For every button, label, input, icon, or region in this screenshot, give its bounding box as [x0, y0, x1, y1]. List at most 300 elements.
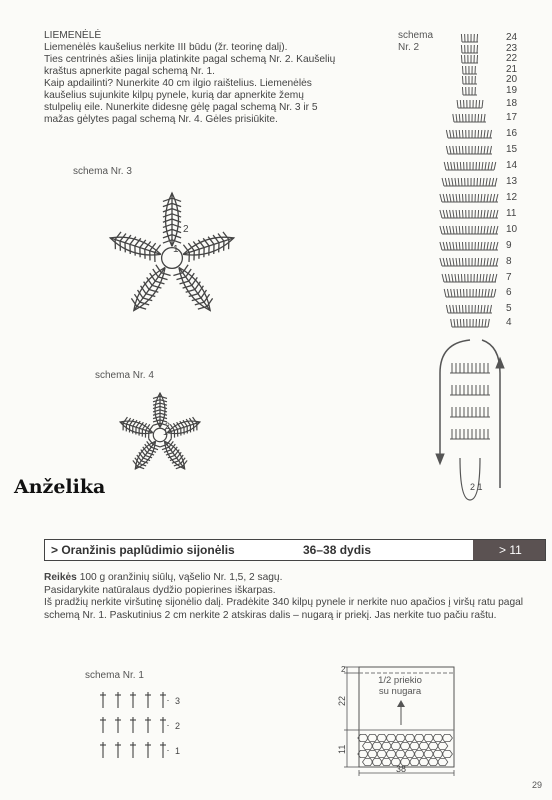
schema2-stitch [446, 258, 448, 266]
schema2-stitch [443, 242, 445, 250]
schema2-row-number: 13 [506, 176, 518, 187]
schema2-stitch [442, 274, 444, 282]
hex-cell [437, 742, 447, 749]
schema2-stitch [489, 274, 490, 282]
schema2-stitch [481, 146, 482, 154]
page-number: 29 [532, 780, 543, 790]
schema2-arrow-left [440, 340, 470, 458]
schema2-stitch [478, 242, 479, 250]
schema2-stitch [446, 210, 448, 218]
petal-stitch [172, 209, 181, 212]
schema2-stitch [484, 130, 485, 138]
schema2-stitch [461, 45, 462, 53]
petal-stitch [115, 231, 121, 241]
schema2-stitch [492, 178, 494, 186]
schema2-stitch [462, 76, 463, 84]
hex-cell [428, 742, 438, 749]
schema2-stitch [493, 258, 495, 266]
schema2-stitch [459, 210, 460, 218]
schema2-row-number: 12 [506, 192, 518, 203]
schema2-stitch [450, 210, 451, 218]
schema3-label: schema Nr. 3 [73, 166, 132, 177]
flower-petal [159, 437, 191, 473]
flower-center [162, 248, 183, 269]
schema2-stitch [487, 226, 488, 234]
schema2-stitch [480, 178, 481, 186]
schema2-stitch [457, 162, 458, 170]
hex-cell [428, 758, 438, 765]
schema1-row-1: 1 [175, 746, 181, 756]
schema2-row-number: 10 [506, 224, 518, 235]
schema2-stitch [487, 258, 488, 266]
schema4-mark: 2 [165, 421, 171, 431]
schema2-stitch [462, 226, 463, 234]
schema2-stitch [486, 178, 487, 186]
schema2-stitch [482, 162, 483, 170]
schema2-stitch [481, 226, 482, 234]
schema2-stitch [462, 242, 463, 250]
schema2-stitch [443, 258, 445, 266]
petal-stitch [213, 234, 219, 244]
schema2-stitch [496, 226, 498, 234]
schema2-stitch [461, 178, 462, 186]
petal-stitch [208, 236, 214, 246]
schema2-stitch [477, 55, 478, 63]
schema2-stitch [447, 162, 449, 170]
petal-stitch [172, 198, 181, 201]
schema4-label: schema Nr. 4 [95, 370, 154, 381]
schema2-stitch [477, 34, 478, 42]
schema2-stitch [456, 194, 457, 202]
schema2-stitch [486, 274, 487, 282]
petal-stitch [192, 424, 196, 431]
schema2-stitch [490, 210, 492, 218]
schema2-stitch [490, 226, 492, 234]
schema2-stitch [493, 226, 495, 234]
schema2-stitch [446, 146, 448, 154]
schema2-stitch [478, 258, 479, 266]
schema2-stitch [480, 274, 481, 282]
schema2-stitch [477, 178, 478, 186]
schema2-stitch [450, 130, 451, 138]
schema3-mark: 1 [173, 244, 179, 255]
liemenele-paragraph: Ties centrinės ašies linija platinkite pagal schemą Nr. 2. Kaušelių kraštus apnerkite pagal schemą Nr. 1. [44, 54, 336, 77]
schema2-stitch [453, 210, 454, 218]
petal-stitch [201, 248, 207, 258]
schema2-stitch [484, 258, 485, 266]
petal-stitch [125, 234, 131, 244]
flower-petal [107, 229, 163, 263]
schema2-stitch [459, 258, 460, 266]
schema2-stitch [484, 114, 485, 122]
dim-width: 38 [395, 764, 407, 774]
schema2-stitch [482, 319, 483, 327]
petal-stitch [163, 198, 172, 201]
hex-cell [405, 734, 415, 741]
schema2-stitch [481, 258, 482, 266]
petal-stitch [163, 214, 172, 217]
petal-stitch [221, 241, 227, 251]
liemenele-paragraph: Kaip apdailinti? Nunerkite 40 cm ilgio raištelius. Liemenėlės kaušelius sujunkite kilpų pynele, kurią dar apnerkite žemų stulpelių eile. Nunerkite didesnę gėlę pagal schemą Nr. 3 ir 5 mažas gėlytes pagal schemą Nr. 4. Gėles prisiūkite. [44, 78, 318, 125]
schema2-stitch [483, 178, 484, 186]
schema2-stitch [484, 194, 485, 202]
schema2-diagram [420, 28, 540, 510]
schema2-row-number: 15 [506, 144, 518, 155]
schema2-stitch [459, 226, 460, 234]
schema2-stitch [445, 274, 447, 282]
schema2-stitch [447, 289, 449, 297]
schema2-stitch [493, 242, 495, 250]
schema2-stitch [450, 146, 451, 154]
schema2-stitch [484, 146, 485, 154]
schema2-stitch [461, 274, 462, 282]
petal-stitch [172, 219, 181, 222]
schema2-stitch [453, 130, 454, 138]
schema2-stitch [453, 226, 454, 234]
section-page-ref[interactable]: > 11 [473, 540, 545, 560]
schema2-stitch [462, 210, 463, 218]
hex-cell [381, 758, 391, 765]
schema2-stitch [481, 305, 482, 313]
petal-stitch [153, 406, 160, 408]
schema2-stitch [444, 162, 446, 170]
schema2-row-number: 17 [506, 112, 518, 123]
watermark-signature: Anželika [14, 476, 106, 498]
petal-stitch [172, 214, 181, 217]
flower-petal [180, 229, 236, 263]
schema2-stitch [462, 130, 463, 138]
pattern-caption: 1/2 priekio su nugara [378, 675, 422, 697]
schema2-stitch [446, 130, 448, 138]
schema2-stitch [457, 289, 458, 297]
schema2-stitch [440, 210, 442, 218]
schema2-row-number: 9 [506, 240, 512, 251]
petal-stitch [160, 396, 167, 398]
schema2-stitch [495, 178, 497, 186]
schema1-label: schema Nr. 1 [85, 670, 144, 681]
schema2-stitch [440, 194, 442, 202]
schema2-stitch [443, 226, 445, 234]
schema2-stitch [460, 319, 461, 327]
schema2-stitch [456, 242, 457, 250]
schema2-bottom-number: 2 1 [470, 482, 483, 492]
schema2-stitch [490, 194, 492, 202]
schema2-stitch [492, 274, 494, 282]
schema2-row-number: 21 [506, 64, 518, 75]
schema2-stitch [478, 226, 479, 234]
schema2-stitch [481, 114, 482, 122]
schema2-stitch [488, 162, 489, 170]
petal-stitch [152, 252, 158, 262]
schema2-arrowhead [436, 454, 444, 464]
schema2-stitch [460, 162, 461, 170]
schema2-stitch [454, 162, 455, 170]
schema2-row-number: 19 [506, 85, 518, 96]
schema2-stitch [482, 100, 483, 108]
section-title: > Oranžinis paplūdimio sijonėlis [51, 543, 235, 557]
schema2-stitch [456, 146, 457, 154]
schema2-stitch [450, 194, 451, 202]
schema2-stitch [440, 258, 442, 266]
schema2-stitch [487, 130, 488, 138]
schema2-stitch [485, 319, 486, 327]
schema2-stitch [487, 305, 488, 313]
petal-stitch [147, 431, 151, 438]
schema2-stitch [487, 194, 488, 202]
schema2-stitch [446, 305, 448, 313]
petal-stitch [163, 219, 172, 222]
petal-stitch [137, 428, 141, 435]
schema2-stitch [449, 178, 451, 186]
schema3-flower [100, 180, 250, 340]
schema2-row-number: 24 [506, 32, 518, 43]
schema2-stitch [458, 178, 459, 186]
schema2-stitch [457, 100, 458, 108]
schema2-stitch [485, 289, 486, 297]
schema2-stitch [485, 162, 486, 170]
schema2-stitch [478, 210, 479, 218]
schema2-stitch [478, 305, 479, 313]
schema4-mark: 1 [163, 427, 169, 437]
schema2-arrowhead [496, 358, 504, 368]
schema2-stitch [443, 210, 445, 218]
schema2-stitch [456, 226, 457, 234]
schema2-row-number: 22 [506, 53, 518, 64]
schema2-stitch [496, 242, 498, 250]
petal-stitch [179, 428, 183, 435]
schema1-row-2: 2 [175, 721, 181, 731]
schema2-stitch [459, 130, 460, 138]
schema2-stitch [488, 289, 489, 297]
dim-2: 2 [341, 665, 346, 674]
schema2-stitch [455, 178, 456, 186]
schema2-stitch [483, 274, 484, 282]
skirt-line: Iš pradžių nerkite viršutinę sijonėlio dalį. Pradėkite 340 kilpų pynele ir nerkite nuo apačios į viršų ratu pagal schemą Nr. 1. Paskutinius 2 cm nerkite 2 atskiras dalis – nugarą ir priekį. Jas nerkite tuo pačiu raštu. [44, 597, 524, 621]
skirt-materials [44, 572, 544, 585]
schema2-stitch [458, 274, 459, 282]
petal-stitch [163, 224, 172, 227]
schema2-stitch [459, 305, 460, 313]
schema2-stitch [496, 258, 498, 266]
schema2-stitch [479, 319, 480, 327]
schema2-stitch [481, 130, 482, 138]
flower-petal [172, 262, 218, 316]
schema2-stitch [484, 305, 485, 313]
schema2-stitch [450, 258, 451, 266]
schema2-stitch [454, 319, 455, 327]
schema2-stitch [477, 45, 478, 53]
schema2-stitch [462, 114, 463, 122]
petal-stitch [160, 410, 167, 412]
schema2-stitch [478, 130, 479, 138]
schema2-stitch [453, 258, 454, 266]
schema2-stitch [493, 194, 495, 202]
schema2-stitch [457, 319, 458, 327]
petal-stitch [140, 239, 146, 249]
schema2-stitch [494, 289, 496, 297]
petal-stitch [153, 413, 160, 415]
petal-stitch [186, 252, 192, 262]
petal-stitch [163, 209, 172, 212]
schema2-stitch [495, 274, 497, 282]
schema2-stitch [456, 210, 457, 218]
schema2-stitch [461, 34, 462, 42]
schema2-row-number: 6 [506, 287, 512, 298]
schema2-stitch [484, 226, 485, 234]
schema2-stitch [482, 289, 483, 297]
schema2-stitch [484, 242, 485, 250]
schema2-stitch [460, 289, 461, 297]
schema2-stitch [454, 289, 455, 297]
schema3-mark: 2 [183, 224, 189, 235]
liemenele-title: LIEMENĖLĖ [44, 30, 102, 41]
schema2-stitch [462, 66, 463, 74]
petal-stitch [153, 396, 160, 398]
schema2-row-number: 5 [506, 303, 512, 314]
petal-stitch [198, 239, 204, 249]
schema4-flower [105, 385, 215, 495]
schema2-stitch [456, 114, 457, 122]
reikes-label: Reikės [44, 572, 77, 583]
schema2-stitch [487, 210, 488, 218]
schema2-stitch [496, 210, 498, 218]
petal-stitch [172, 224, 181, 227]
schema2-row-number: 14 [506, 160, 518, 171]
liemenele-text [44, 30, 344, 126]
schema2-stitch [478, 114, 479, 122]
schema2-row-number: 7 [506, 272, 512, 283]
schema2-stitch [453, 242, 454, 250]
section-header [44, 539, 546, 561]
petal-stitch [117, 241, 123, 251]
schema2-stitch [452, 274, 453, 282]
schema2-stitch [450, 305, 451, 313]
schema2-stitch [455, 274, 456, 282]
schema2-stitch [459, 242, 460, 250]
petal-stitch [134, 427, 138, 434]
schema2-stitch [450, 242, 451, 250]
schema2-stitch [443, 194, 445, 202]
schema2-stitch [440, 226, 442, 234]
schema2-stitch [491, 289, 493, 297]
section-sizes: 36–38 dydis [303, 543, 372, 557]
schema2-stitch [446, 194, 448, 202]
schema2-stitch [456, 130, 457, 138]
skirt-text [44, 572, 544, 622]
petal-stitch [130, 236, 136, 246]
skirt-line: Pasidarykite natūralaus dydžio popierines iškarpas. [44, 584, 276, 596]
schema2-stitch [462, 258, 463, 266]
schema2-stitch [462, 87, 463, 95]
schema2-stitch [481, 194, 482, 202]
petal-stitch [153, 410, 160, 412]
schema2-stitch [453, 194, 454, 202]
hex-cell [405, 750, 415, 757]
petal-stitch [132, 246, 138, 256]
petal-stitch [160, 403, 167, 405]
flower-petal [163, 193, 181, 246]
schema2-row-number: 16 [506, 128, 518, 139]
flower-petal [130, 437, 162, 473]
schema2-stitch [453, 114, 454, 122]
schema2-turn [460, 458, 480, 500]
schema2-stitch [446, 226, 448, 234]
petal-stitch [153, 403, 160, 405]
schema2-stitch [444, 289, 446, 297]
schema2-stitch [456, 258, 457, 266]
schema2-stitch [453, 305, 454, 313]
schema2-stitch [462, 305, 463, 313]
schema2-stitch [490, 130, 492, 138]
petal-stitch [182, 427, 186, 434]
schema2-stitch [453, 146, 454, 154]
petal-stitch [160, 413, 167, 415]
schema2-row-number: 4 [506, 317, 512, 328]
schema2-stitch [451, 319, 452, 327]
schema2-stitch [477, 274, 478, 282]
schema2-label: schema Nr. 2 [398, 30, 434, 53]
schema2-stitch [487, 146, 488, 154]
schema2-stitch [445, 178, 447, 186]
schema2-stitch [481, 242, 482, 250]
schema2-stitch [461, 55, 462, 63]
schema2-stitch [487, 242, 488, 250]
schema2-stitch [451, 162, 452, 170]
schema2-stitch [459, 146, 460, 154]
dim-22: 22 [337, 695, 347, 706]
petal-stitch [223, 231, 229, 241]
dim-11: 11 [337, 744, 347, 754]
schema2-stitch [479, 162, 480, 170]
schema2-stitch [496, 194, 498, 202]
schema2-stitch [459, 194, 460, 202]
schema2-stitch [451, 289, 452, 297]
schema2-stitch [460, 100, 461, 108]
schema2-row-number: 8 [506, 256, 512, 267]
schema2-stitch [490, 305, 492, 313]
schema2-stitch [493, 210, 495, 218]
schema2-stitch [446, 242, 448, 250]
schema2-stitch [491, 162, 493, 170]
petal-stitch [206, 246, 212, 256]
schema2-stitch [462, 146, 463, 154]
schema2-stitch [449, 274, 451, 282]
schema1-diagram [95, 684, 195, 764]
schema2-stitch [484, 210, 485, 218]
flower-petal [126, 262, 172, 316]
flower-petal [165, 415, 202, 439]
schema2-stitch [490, 146, 492, 154]
schema2-stitch [440, 242, 442, 250]
schema2-row-number: 23 [506, 43, 518, 54]
schema2-row-number: 20 [506, 74, 518, 85]
schema2-stitch [481, 210, 482, 218]
schema2-stitch [459, 114, 460, 122]
schema2-stitch [478, 146, 479, 154]
schema2-stitch [490, 258, 492, 266]
schema2-stitch [442, 178, 444, 186]
liemenele-paragraph: Liemenėlės kaušelius nerkite III būdu (žr. teorinę dalį). [44, 42, 288, 53]
reikes-text: 100 g oranžinių siūlų, vąšelio Nr. 1,5, 2 sagų. [76, 572, 283, 583]
schema2-stitch [462, 194, 463, 202]
schema1-row-3: 3 [175, 696, 181, 706]
petal-stitch [137, 248, 143, 258]
schema2-stitch [488, 319, 489, 327]
petal-stitch [124, 424, 128, 431]
schema2-row-number: 11 [506, 208, 517, 219]
schema2-stitch [452, 178, 453, 186]
schema2-stitch [489, 178, 490, 186]
